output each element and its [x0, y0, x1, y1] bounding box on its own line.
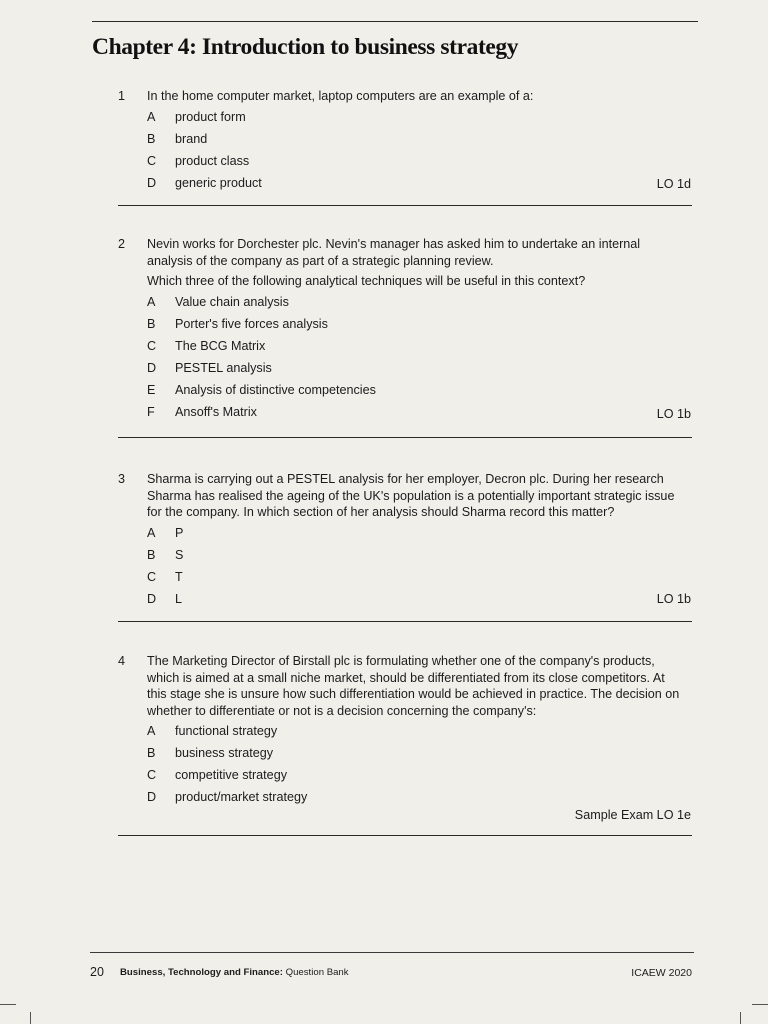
stem-paragraph: Nevin works for Dorchester plc. Nevin's manager has asked him to undertake an internal analysis of the company as part of a strategic planning review. [147, 237, 641, 268]
option-text: Porter's five forces analysis [175, 316, 328, 331]
option-text: PESTEL analysis [175, 360, 272, 375]
option-text: functional strategy [175, 724, 278, 738]
book-title-bold: Business, Technology and Finance: [120, 967, 283, 978]
question-divider [118, 437, 692, 438]
option-text: competitive strategy [175, 768, 287, 782]
option-letter: D [147, 360, 157, 375]
option-letter: D [147, 790, 157, 804]
question-1 [118, 88, 693, 197]
learning-outcome: LO 1b [656, 407, 691, 421]
option-text: T [175, 569, 183, 584]
footer-rule [90, 952, 694, 953]
option-a [147, 109, 693, 131]
option-a [147, 294, 693, 316]
option-letter: F [147, 404, 155, 419]
question-divider [118, 205, 692, 206]
option-text: business strategy [175, 746, 274, 760]
option-text: The BCG Matrix [175, 338, 266, 353]
option-letter: C [147, 153, 157, 168]
option-d [147, 360, 693, 382]
option-letter: C [147, 338, 157, 353]
option-text: product class [175, 153, 250, 168]
top-rule [92, 21, 698, 22]
book-title [120, 967, 349, 978]
option-f [147, 404, 693, 426]
option-letter: B [147, 547, 156, 562]
chapter-title: Chapter 4: Introduction to business strategy [92, 34, 519, 60]
crop-mark [30, 1012, 31, 1024]
option-b [147, 131, 693, 153]
option-letter: B [147, 316, 156, 331]
question-divider [118, 621, 692, 622]
option-text: Value chain analysis [175, 294, 289, 309]
option-c [147, 767, 693, 789]
stem-paragraph: Which three of the following analytical techniques will be useful in this context? [147, 274, 586, 288]
learning-outcome: LO 1b [656, 592, 691, 606]
question-stem [147, 471, 687, 521]
crop-mark [0, 1004, 16, 1005]
option-d [147, 591, 693, 613]
footer-copyright: ICAEW 2020 [631, 967, 692, 979]
option-c [147, 153, 693, 175]
option-list [147, 525, 693, 613]
option-letter: E [147, 382, 156, 397]
question-divider [118, 835, 692, 836]
question-number: 1 [118, 89, 126, 103]
page-number: 20 [90, 965, 104, 979]
question-number: 3 [118, 472, 126, 486]
question-4 [118, 653, 693, 822]
book-title-rest: Question Bank [285, 967, 349, 978]
crop-mark [752, 1004, 768, 1005]
question-number: 2 [118, 237, 126, 251]
option-text: generic product [175, 175, 262, 190]
option-text: S [175, 547, 184, 562]
option-b [147, 547, 693, 569]
option-list [147, 723, 693, 811]
stem-paragraph: Sharma is carrying out a PESTEL analysis for her employer, Decron plc. During her research Sharma has realised the ageing of the UK's population is a potentially important strategic issue for the company. In which section of her analysis should Sharma record this matter? [147, 472, 675, 519]
option-text: P [175, 525, 184, 540]
option-text: Ansoff's Matrix [175, 404, 257, 419]
crop-mark [740, 1012, 741, 1024]
option-a [147, 723, 693, 745]
option-d [147, 175, 693, 197]
question-stem [147, 236, 687, 290]
option-letter: A [147, 525, 156, 540]
question-stem [147, 653, 687, 719]
question-3 [118, 471, 693, 613]
option-letter: A [147, 294, 156, 309]
option-letter: B [147, 131, 156, 146]
option-letter: B [147, 746, 156, 760]
option-letter: A [147, 109, 156, 124]
stem-paragraph: In the home computer market, laptop computers are an example of a: [147, 89, 534, 103]
option-text: Analysis of distinctive competencies [175, 382, 376, 397]
option-text: L [175, 591, 183, 606]
option-letter: A [147, 724, 156, 738]
option-letter: D [147, 175, 157, 190]
option-c [147, 338, 693, 360]
option-letter: C [147, 768, 157, 782]
option-b [147, 745, 693, 767]
question-2 [118, 236, 693, 426]
option-text: product form [175, 109, 246, 124]
option-a [147, 525, 693, 547]
option-text: product/market strategy [175, 790, 308, 804]
question-number: 4 [118, 654, 126, 668]
option-letter: D [147, 591, 157, 606]
option-c [147, 569, 693, 591]
stem-paragraph: The Marketing Director of Birstall plc is formulating whether one of the company's products, which is aimed at a small niche market, should be differentiated from its close competitors. At this stage she is unsure how such differentiation would be achieved in practice. The decision on whether to differentiate or not is a decision concerning the company's: [147, 654, 680, 718]
option-list [147, 294, 693, 426]
option-list [147, 109, 693, 197]
option-letter: C [147, 569, 157, 584]
option-b [147, 316, 693, 338]
question-stem [147, 88, 687, 105]
learning-outcome: LO 1d [656, 177, 691, 191]
learning-outcome: Sample Exam LO 1e [574, 808, 691, 822]
option-text: brand [175, 131, 208, 146]
option-e [147, 382, 693, 404]
